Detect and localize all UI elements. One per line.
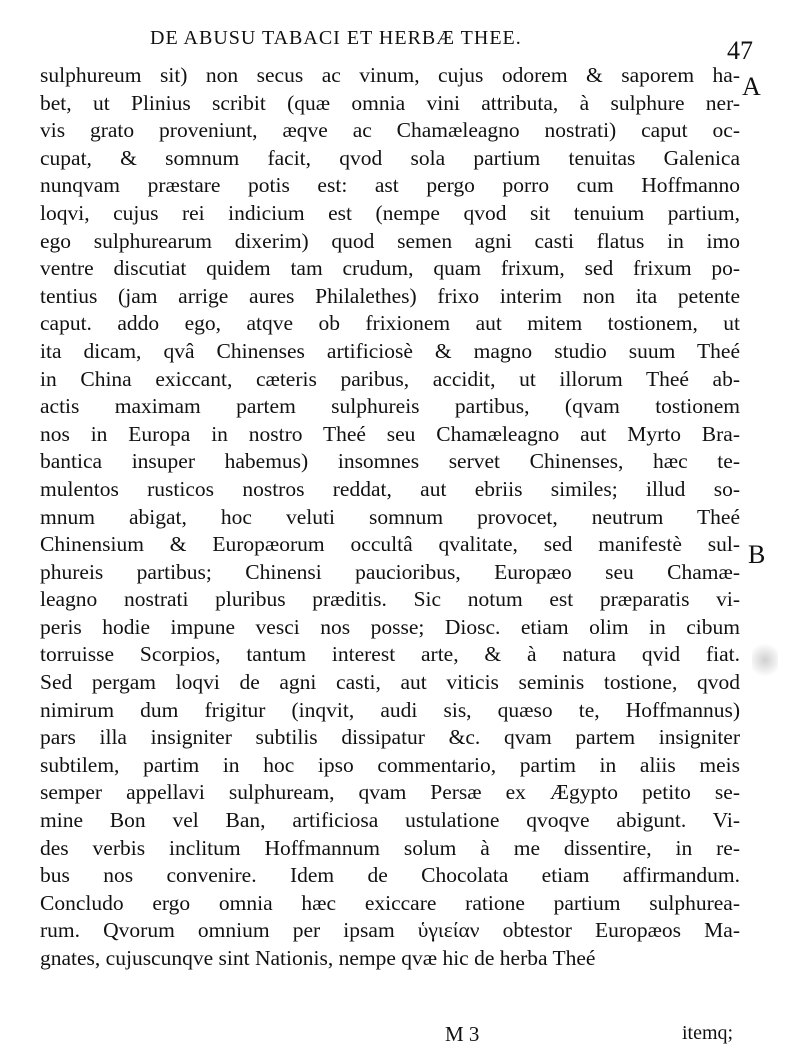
text-line: Chinensium & Europæorum occultâ qvalitate, sed manifestè sul- (40, 532, 740, 557)
text-line: torruisse Scorpios, tantum interest arte, & à natura qvid fiat. (40, 642, 740, 667)
ink-smudge (752, 640, 778, 680)
text-line: gnates, cujuscunqve sint Nationis, nempe qvæ hic de herba Theé (40, 946, 596, 970)
text-line: nunqvam præstare potis est: ast pergo porro cum Hoffmanno (40, 173, 740, 198)
margin-mark-a: A (742, 72, 761, 101)
text-line: loqvi, cujus rei indicium est (nempe qvod sit tenuium partium, (40, 200, 740, 225)
text-line: phureis partibus; Chinensi paucioribus, Europæo seu Chamæ- (40, 559, 740, 584)
running-header: DE ABUSU TABACI ET HERBÆ THEE. (150, 27, 522, 49)
text-line: ego sulphurearum dixerim) quod semen agni casti flatus in imo (40, 228, 740, 253)
text-line: nos in Europa in nostro Theé seu Chamæleagno aut Myrto Bra- (40, 421, 740, 446)
text-line: bus nos convenire. Idem de Chocolata etiam affirmandum. (40, 863, 740, 888)
text-line: leagno nostrati pluribus præditis. Sic notum est præparatis vi- (40, 587, 740, 612)
text-line: ita dicam, qvâ Chinenses artificiosè & magno studio suum Theé (40, 338, 740, 363)
text-line: bet, ut Plinius scribit (quæ omnia vini attributa, à sulphure ner- (40, 90, 740, 115)
catchword: itemq; (682, 1022, 734, 1044)
text-line: mine Bon vel Ban, artificiosa ustulatione qvoqve abigunt. Vi- (40, 808, 740, 833)
margin-mark-b: B (748, 540, 766, 569)
text-line: actis maximam partem sulphureis partibus, (qvam tostionem (40, 394, 740, 419)
text-line: nimirum dum frigitur (inqvit, audi sis, quæso te, Hoffmannus) (40, 697, 740, 722)
signature-mark: M 3 (445, 1022, 480, 1046)
text-line: pars illa insigniter subtilis dissipatur &c. qvam partem insigniter (40, 725, 740, 750)
text-line: des verbis inclitum Hoffmannum solum à me dissentire, in re- (40, 835, 740, 860)
text-line: Concludo ergo omnia hæc exiccare ratione partium sulphurea- (40, 890, 740, 915)
text-line: bantica insuper habemus) insomnes servet Chinenses, hæc te- (40, 449, 740, 474)
text-line: subtilem, partim in hoc ipso commentario, partim in aliis meis (40, 752, 740, 777)
text-line: mnum abigat, hoc veluti somnum provocet, neutrum Theé (40, 504, 740, 529)
text-line: caput. addo ego, atqve ob frixionem aut mitem tostionem, ut (40, 311, 740, 336)
page-number: 47 (727, 36, 753, 65)
text-line: mulentos rusticos nostros reddat, aut ebriis similes; illud so- (40, 476, 740, 501)
text-line: peris hodie impune vesci nos posse; Diosc. etiam olim in cibum (40, 614, 740, 639)
body-text (40, 62, 740, 973)
text-line: ventre discutiat quidem tam crudum, quam frixum, sed frixum po- (40, 256, 740, 281)
text-line: cupat, & somnum facit, qvod sola partium tenuitas Galenica (40, 145, 740, 170)
text-line: vis grato proveniunt, æqve ac Chamæleagno nostrati) caput oc- (40, 118, 740, 143)
text-line: semper appellavi sulphuream, qvam Persæ ex Ægypto petito se- (40, 780, 740, 805)
text-line: in China exiccant, cæteris paribus, accidit, ut illorum Theé ab- (40, 366, 740, 391)
text-line: rum. Qvorum omnium per ipsam ὑγιείαν obtestor Europæos Ma- (40, 918, 740, 943)
text-line: Sed pergam loqvi de agni casti, aut viticis seminis tostione, qvod (40, 670, 740, 695)
text-line: tentius (jam arrige aures Philalethes) frixo interim non ita petente (40, 283, 740, 308)
text-line: sulphureum sit) non secus ac vinum, cujus odorem & saporem ha- (40, 63, 740, 87)
